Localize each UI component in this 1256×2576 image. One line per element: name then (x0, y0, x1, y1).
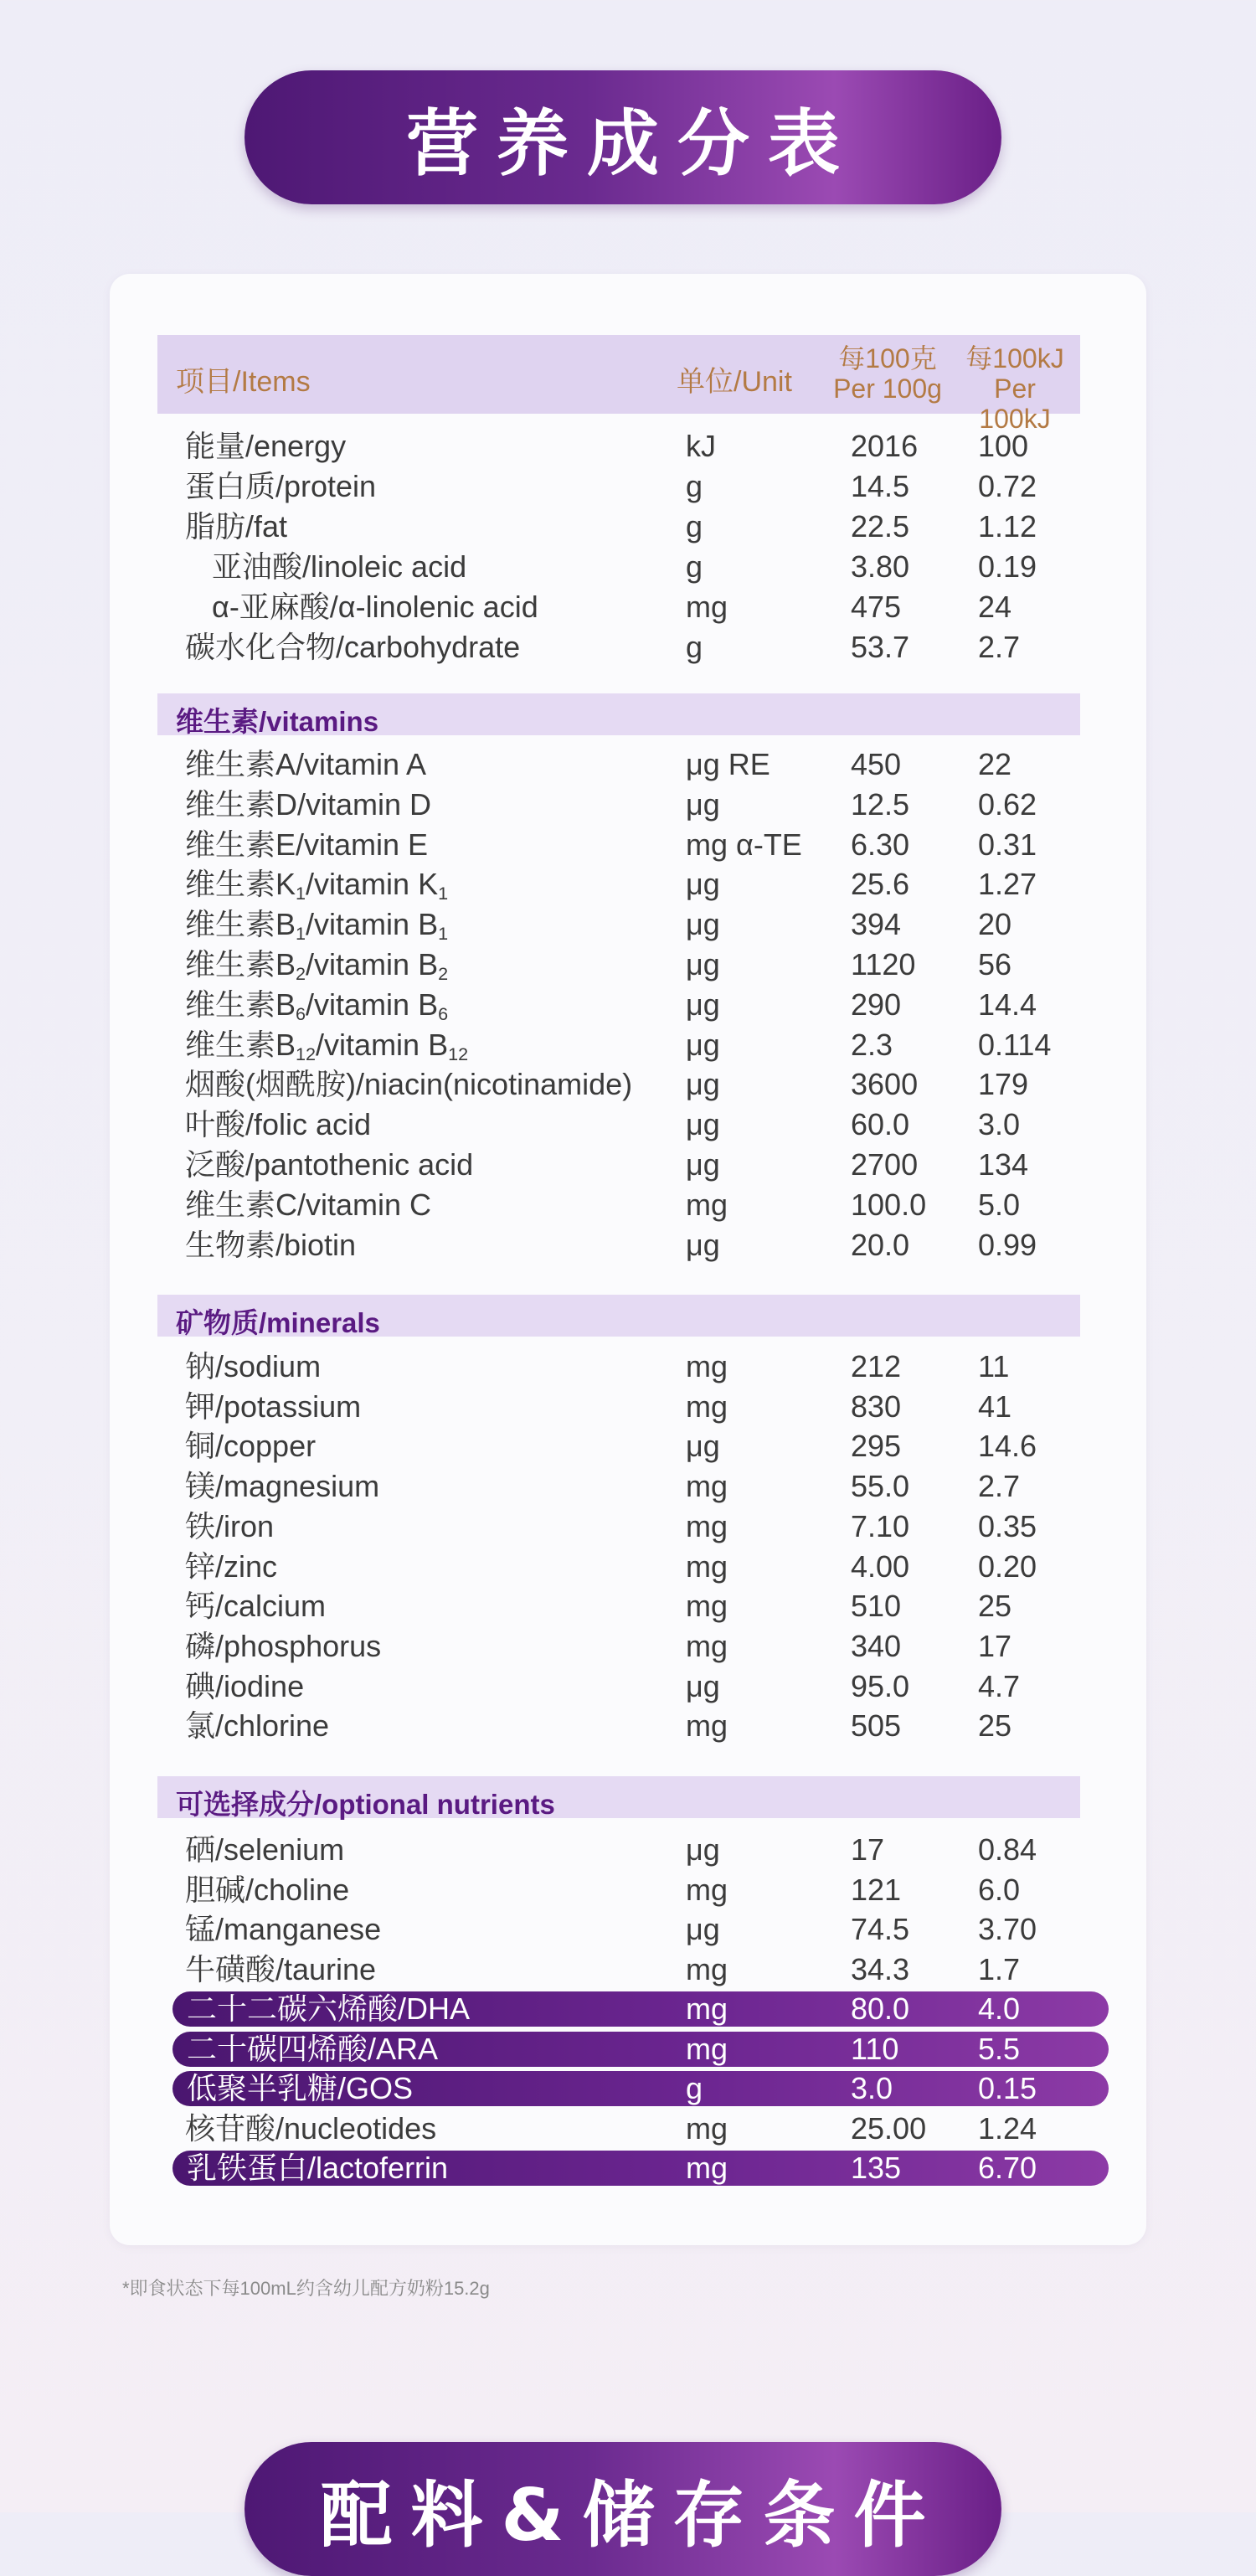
value-per-100g: 25.6 (851, 867, 910, 902)
table-row (110, 1145, 1146, 1185)
value-per-100g: 475 (851, 590, 902, 624)
value-per-100kj: 1.27 (978, 867, 1037, 902)
value-per-100kj: 0.15 (978, 2071, 1037, 2105)
table-row (110, 507, 1146, 547)
section-minerals-label: 矿物质/minerals (176, 1307, 380, 1338)
nutrient-unit: mg (686, 590, 728, 624)
value-per-100g: 74.5 (851, 1912, 910, 1946)
table-row (110, 2069, 1146, 2109)
value-per-100g: 34.3 (851, 1951, 910, 1986)
table-row (110, 1989, 1146, 2029)
nutrient-name: 锌/zinc (185, 1548, 278, 1584)
value-per-100kj: 17 (978, 1628, 1012, 1663)
nutrient-name: 镁/magnesium (185, 1469, 380, 1504)
section-optional (157, 1776, 1080, 1818)
nutrient-unit: mg (686, 1349, 728, 1383)
table-row (110, 1185, 1146, 1225)
value-per-100g: 25.00 (851, 2110, 927, 2146)
nutrient-unit: μg (686, 867, 720, 902)
value-per-100g: 3.80 (851, 549, 910, 584)
table-row (110, 1870, 1146, 1910)
nutrient-name: 叶酸/folic acid (185, 1107, 372, 1142)
value-per-100kj: 0.84 (978, 1832, 1037, 1867)
header-unit: 单位/Unit (677, 366, 792, 398)
value-per-100kj: 0.114 (978, 1027, 1052, 1062)
nutrient-unit: g (686, 549, 703, 584)
value-per-100g: 394 (851, 907, 902, 942)
value-per-100g: 290 (851, 987, 902, 1022)
header-per-100kj-en: Per 100kJ (979, 374, 1051, 434)
table-row (110, 1025, 1146, 1065)
table-row (110, 1225, 1146, 1265)
nutrient-name: 碳水化合物/carbohydrate (185, 630, 521, 664)
nutrient-unit: mg α-TE (686, 827, 802, 862)
nutrient-unit: μg (686, 907, 720, 942)
nutrient-unit: μg (686, 1668, 720, 1703)
table-row (110, 1347, 1146, 1387)
nutrient-unit: μg (686, 1027, 720, 1062)
value-per-100kj: 5.0 (978, 1187, 1021, 1222)
value-per-100kj: 179 (978, 1067, 1029, 1102)
header-per-100g (829, 343, 946, 404)
table-row (110, 1706, 1146, 1746)
value-per-100kj: 14.4 (978, 987, 1037, 1022)
value-per-100kj: 1.24 (978, 2110, 1037, 2146)
nutrient-name: 碘/iodine (185, 1668, 305, 1703)
nutrient-name: 维生素$B_2$/vitamin $B_2$ (185, 947, 449, 984)
table-row (110, 985, 1146, 1025)
value-per-100g: 110 (851, 2031, 899, 2066)
nutrient-name: 核苷酸/nucleotides (185, 2110, 437, 2146)
value-per-100kj: 1.7 (978, 1951, 1021, 1986)
nutrient-unit: mg (686, 2151, 728, 2185)
nutrient-unit: mg (686, 2110, 728, 2146)
nutrient-unit: g (686, 469, 703, 503)
nutrient-name: 脂肪/fat (185, 509, 288, 544)
value-per-100kj: 11 (978, 1349, 1010, 1383)
value-per-100kj: 0.62 (978, 786, 1037, 822)
nutrient-name: 维生素D/vitamin D (185, 786, 432, 822)
value-per-100kj: 0.35 (978, 1508, 1037, 1543)
value-per-100kj: 1.12 (978, 509, 1037, 544)
value-per-100kj: 6.0 (978, 1872, 1021, 1907)
table-row (110, 1830, 1146, 1870)
nutrient-name: 维生素C/vitamin C (185, 1187, 432, 1222)
value-per-100g: 2700 (851, 1147, 919, 1182)
value-per-100kj: 20 (978, 907, 1012, 942)
nutrient-name: 生物素/biotin (185, 1227, 357, 1262)
header-per-100g-cn: 每100克 (838, 343, 937, 374)
value-per-100g: 510 (851, 1589, 902, 1624)
nutrient-unit: μg (686, 1067, 720, 1102)
value-per-100g: 6.30 (851, 827, 910, 862)
nutrient-unit: μg (686, 1107, 720, 1142)
table-row (110, 1507, 1146, 1547)
value-per-100kj: 0.31 (978, 827, 1037, 862)
value-per-100g: 212 (851, 1349, 902, 1383)
nutrient-unit: mg (686, 1708, 728, 1744)
table-row (110, 587, 1146, 627)
table-row (110, 1667, 1146, 1707)
value-per-100g: 20.0 (851, 1227, 910, 1262)
section-vitamins-label: 维生素/vitamins (176, 706, 379, 737)
value-per-100g: 22.5 (851, 509, 910, 544)
header-per-100kj-cn: 每100kJ (965, 343, 1064, 374)
header-per-100kj (956, 343, 1073, 434)
nutrient-name: 钙/calcium (185, 1589, 327, 1624)
nutrient-name: 亚油酸/linoleic acid (212, 549, 467, 584)
value-per-100kj: 5.5 (978, 2031, 1021, 2066)
nutrient-unit: g (686, 509, 703, 544)
nutrient-unit: mg (686, 1628, 728, 1663)
nutrient-name: 铁/iron (185, 1508, 275, 1543)
value-per-100g: 505 (851, 1708, 902, 1744)
table-row (110, 744, 1146, 785)
table-row (110, 1950, 1146, 1990)
value-per-100g: 135 (851, 2151, 902, 2185)
header-item: 项目/Items (176, 366, 311, 398)
nutrient-unit: mg (686, 1388, 728, 1424)
value-per-100g: 2.3 (851, 1027, 893, 1062)
value-per-100g: 2016 (851, 429, 919, 463)
nutrient-unit: mg (686, 1951, 728, 1986)
nutrient-name: 维生素$B_1$/vitamin $B_1$ (185, 907, 449, 945)
table-row (110, 426, 1146, 466)
nutrient-name: 锰/manganese (185, 1912, 382, 1946)
value-per-100g: 3600 (851, 1067, 919, 1102)
value-per-100g: 60.0 (851, 1107, 910, 1142)
table-row (110, 1909, 1146, 1950)
value-per-100kj: 25 (978, 1708, 1012, 1744)
nutrient-name: 二十二碳六烯酸/DHA (187, 1991, 471, 2026)
value-per-100kj: 3.70 (978, 1912, 1037, 1946)
table-row (110, 2109, 1146, 2149)
value-per-100g: 121 (851, 1872, 902, 1907)
table-row (110, 1547, 1146, 1587)
value-per-100g: 450 (851, 747, 902, 781)
table-row (110, 1426, 1146, 1466)
nutrient-unit: mg (686, 1589, 728, 1624)
nutrient-name: 能量/energy (185, 429, 347, 463)
nutrient-name: 钠/sodium (185, 1349, 322, 1383)
nutrient-name: 维生素A/vitamin A (185, 747, 427, 781)
value-per-100kj: 4.7 (978, 1668, 1021, 1703)
nutrient-name: 二十碳四烯酸/ARA (187, 2031, 439, 2066)
nutrient-unit: μg (686, 1429, 720, 1464)
nutrient-unit: μg (686, 1832, 720, 1867)
nutrient-name: 铜/copper (185, 1429, 317, 1464)
nutrient-unit: mg (686, 1991, 728, 2026)
value-per-100g: 7.10 (851, 1508, 910, 1543)
value-per-100g: 4.00 (851, 1548, 910, 1584)
nutrient-unit: g (686, 630, 703, 664)
nutrient-name: 维生素E/vitamin E (185, 827, 429, 862)
value-per-100g: 95.0 (851, 1668, 910, 1703)
value-per-100kj: 56 (978, 947, 1012, 981)
table-row (110, 864, 1146, 904)
value-per-100g: 12.5 (851, 786, 910, 822)
table-row (110, 945, 1146, 985)
table-row (110, 1626, 1146, 1667)
section-vitamins (157, 693, 1080, 735)
value-per-100kj: 134 (978, 1147, 1029, 1182)
table-row (110, 904, 1146, 945)
value-per-100g: 53.7 (851, 630, 910, 664)
value-per-100g: 340 (851, 1628, 902, 1663)
nutrient-unit: kJ (686, 429, 716, 463)
nutrient-name: 烟酸(烟酰胺)/niacin(nicotinamide) (185, 1067, 633, 1102)
table-row (110, 2148, 1146, 2188)
nutrient-unit: μg (686, 987, 720, 1022)
nutrient-name: 乳铁蛋白/lactoferrin (187, 2151, 449, 2185)
nutrient-unit: mg (686, 1872, 728, 1907)
nutrient-name: α-亚麻酸/α-linolenic acid (212, 590, 538, 624)
nutrient-name: 低聚半乳糖/GOS (187, 2071, 414, 2105)
table-row (110, 1064, 1146, 1105)
nutrient-unit: μg (686, 1147, 720, 1182)
nutrient-unit: μg (686, 947, 720, 981)
value-per-100kj: 4.0 (978, 1991, 1021, 2026)
value-per-100kj: 2.7 (978, 630, 1021, 664)
nutrient-name: 胆碱/choline (185, 1872, 350, 1907)
value-per-100kj: 24 (978, 590, 1012, 624)
value-per-100kj: 22 (978, 747, 1012, 781)
section-optional-label: 可选择成分/optional nutrients (176, 1789, 555, 1820)
nutrient-name: 泛酸/pantothenic acid (185, 1147, 474, 1182)
value-per-100g: 80.0 (851, 1991, 910, 2026)
table-header (157, 335, 1080, 434)
value-per-100g: 830 (851, 1388, 902, 1424)
footnote: *即食状态下每100mL约含幼儿配方奶粉15.2g (122, 2278, 490, 2299)
table-row (110, 1466, 1146, 1507)
table-row (110, 627, 1146, 667)
nutrient-unit: mg (686, 1187, 728, 1222)
nutrient-name: 维生素$K_1$/vitamin $K_1$ (185, 867, 449, 904)
ingredients-storage-title: 配料&储存条件 (245, 2442, 1001, 2576)
value-per-100kj: 100 (978, 429, 1029, 463)
table-row (110, 466, 1146, 507)
nutrition-table-title: 营养成分表 (245, 70, 1001, 204)
nutrient-name: 维生素$B_6$/vitamin $B_6$ (185, 987, 449, 1024)
value-per-100g: 14.5 (851, 469, 910, 503)
table-row (110, 2029, 1146, 2069)
section-minerals (157, 1295, 1080, 1337)
table-row (110, 547, 1146, 587)
nutrient-unit: mg (686, 1548, 728, 1584)
nutrient-name: 氯/chlorine (185, 1708, 330, 1744)
nutrient-name: 磷/phosphorus (185, 1628, 382, 1663)
value-per-100kj: 14.6 (978, 1429, 1037, 1464)
nutrient-name: 硒/selenium (185, 1832, 345, 1867)
nutrient-name: 钾/potassium (185, 1388, 362, 1424)
value-per-100kj: 6.70 (978, 2151, 1037, 2185)
nutrient-unit: mg (686, 1508, 728, 1543)
value-per-100kj: 41 (978, 1388, 1012, 1424)
table-row (110, 1586, 1146, 1626)
table-row (110, 785, 1146, 825)
value-per-100g: 1120 (851, 947, 916, 981)
table-row (110, 1387, 1146, 1427)
table-row (110, 825, 1146, 865)
nutrition-table-card (110, 274, 1146, 2245)
nutrient-unit: μg (686, 1227, 720, 1262)
value-per-100g: 295 (851, 1429, 902, 1464)
nutrient-unit: μg (686, 786, 720, 822)
value-per-100kj: 0.99 (978, 1227, 1037, 1262)
nutrient-name: 蛋白质/protein (185, 469, 377, 503)
header-per-100g-en: Per 100g (833, 374, 942, 404)
value-per-100g: 17 (851, 1832, 885, 1867)
nutrient-unit: μg (686, 1912, 720, 1946)
nutrient-unit: g (686, 2071, 703, 2105)
value-per-100kj: 0.72 (978, 469, 1037, 503)
value-per-100kj: 0.19 (978, 549, 1037, 584)
value-per-100kj: 0.20 (978, 1548, 1037, 1584)
value-per-100kj: 3.0 (978, 1107, 1021, 1142)
value-per-100g: 3.0 (851, 2071, 893, 2105)
value-per-100kj: 25 (978, 1589, 1012, 1624)
value-per-100g: 55.0 (851, 1469, 910, 1504)
value-per-100g: 100.0 (851, 1187, 927, 1222)
table-row (110, 1105, 1146, 1145)
nutrient-unit: mg (686, 2031, 728, 2066)
nutrient-unit: mg (686, 1469, 728, 1504)
nutrient-name: 牛磺酸/taurine (185, 1951, 377, 1986)
value-per-100kj: 2.7 (978, 1469, 1021, 1504)
nutrient-unit: μg RE (686, 747, 770, 781)
nutrient-name: 维生素$B_{12}$/vitamin $B_{12}$ (185, 1027, 469, 1064)
